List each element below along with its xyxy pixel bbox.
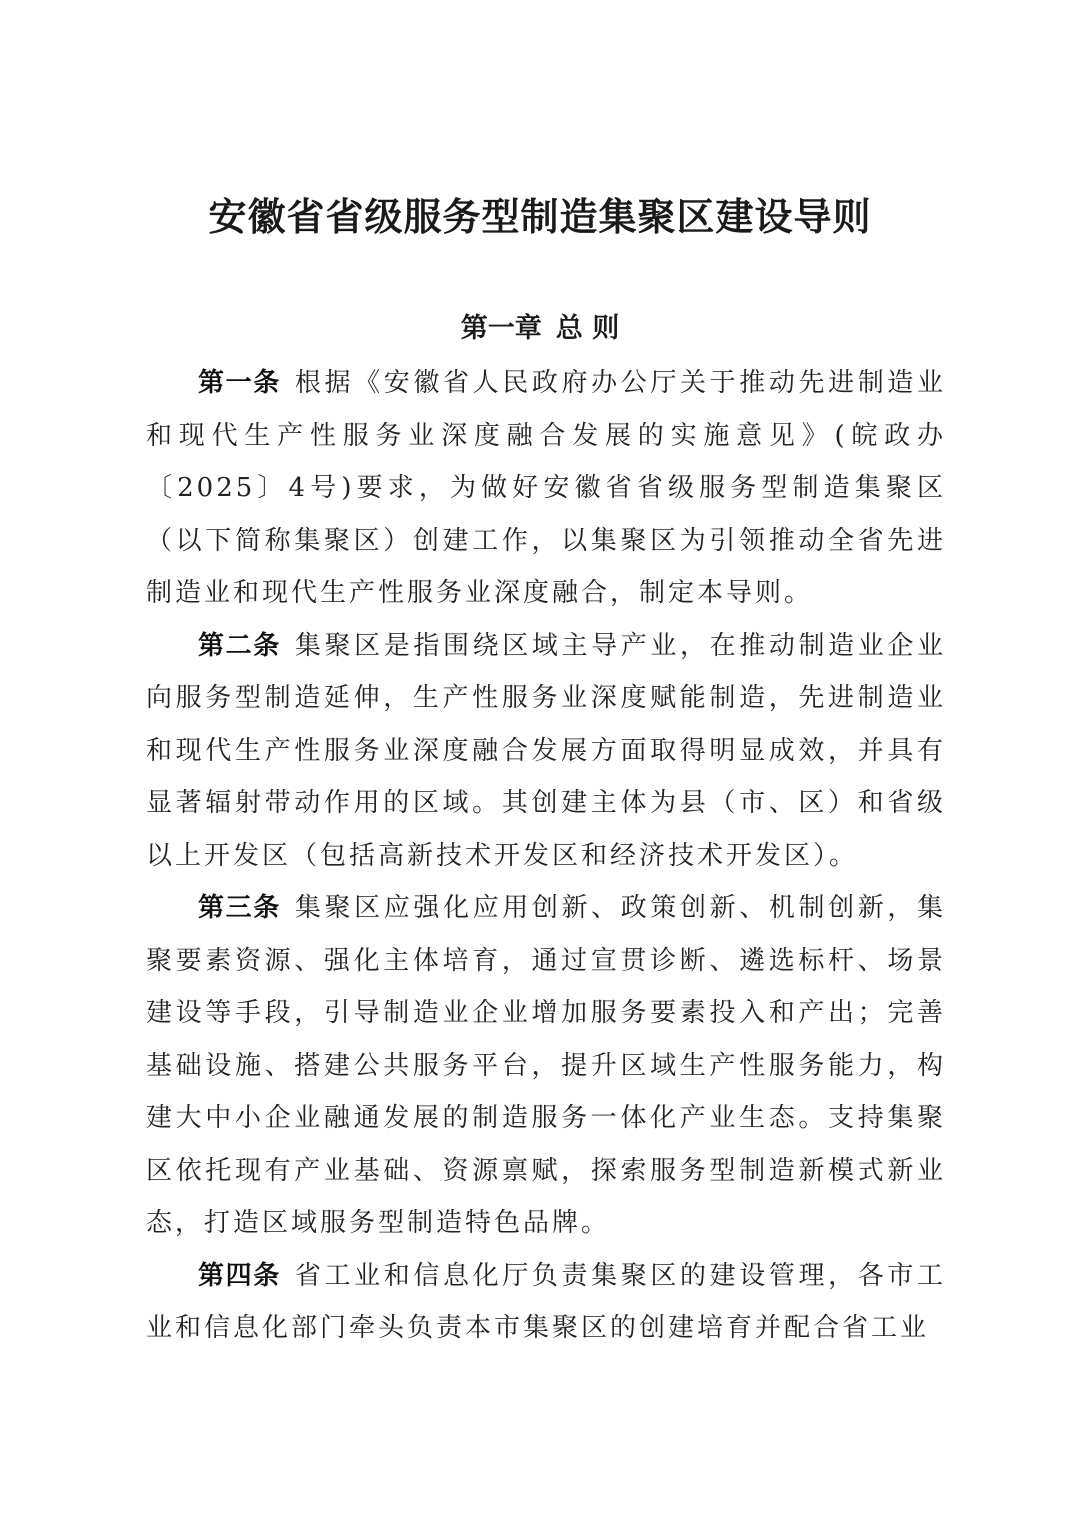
article-3 — [146, 882, 946, 1250]
article-1 — [146, 357, 946, 620]
article-label: 第三条 — [198, 893, 281, 923]
article-text: 集聚区是指围绕区域主导产业，在推动制造业企业向服务型制造延伸，生产性服务业深度赋能制造，先进制造业和现代生产性服务业深度融合发展方面取得明显成效，并具有显著辐射带动作用的区域。其创建主体为县（市、区）和省级以上开发区（包括高新技术开发区和经济技术开发区）。 — [146, 630, 946, 871]
article-text: 根据《安徽省人民政府办公厅关于推动先进制造业和现代生产性服务业深度融合发展的实施意见》(皖政办〔2025〕4号)要求，为做好安徽省省级服务型制造集聚区（以下简称集聚区）创建工作，以集聚区为引领推动全省先进制造业和现代生产性服务业深度融合，制定本导则。 — [146, 368, 946, 608]
article-text: 省工业和信息化厅负责集聚区的建设管理，各市工业和信息化部门牵头负责本市集聚区的创建培育并配合省工业 — [146, 1260, 946, 1343]
article-text: 集聚区应强化应用创新、政策创新、机制创新，集聚要素资源、强化主体培育，通过宣贯诊断、遴选标杆、场景建设等手段，引导制造业企业增加服务要素投入和产出；完善基础设施、搭建公共服务平台，提升区域生产性服务能力，构建大中小企业融通发展的制造服务一体化产业生态。支持集聚区依托现有产业基础、资源禀赋，探索服务型制造新模式新业态，打造区域服务型制造特色品牌。 — [146, 893, 946, 1238]
article-2 — [146, 620, 946, 883]
article-label: 第四条 — [198, 1260, 281, 1291]
article-4 — [146, 1250, 946, 1355]
document-body — [146, 357, 946, 1355]
chapter-name: 总 则 — [555, 313, 620, 344]
document-title: 安徽省省级服务型制造集聚区建设导则 — [208, 195, 872, 239]
article-label: 第一条 — [198, 368, 281, 398]
article-label: 第二条 — [198, 630, 281, 661]
chapter-label: 第一章 — [460, 313, 542, 344]
chapter-heading — [0, 306, 1080, 352]
